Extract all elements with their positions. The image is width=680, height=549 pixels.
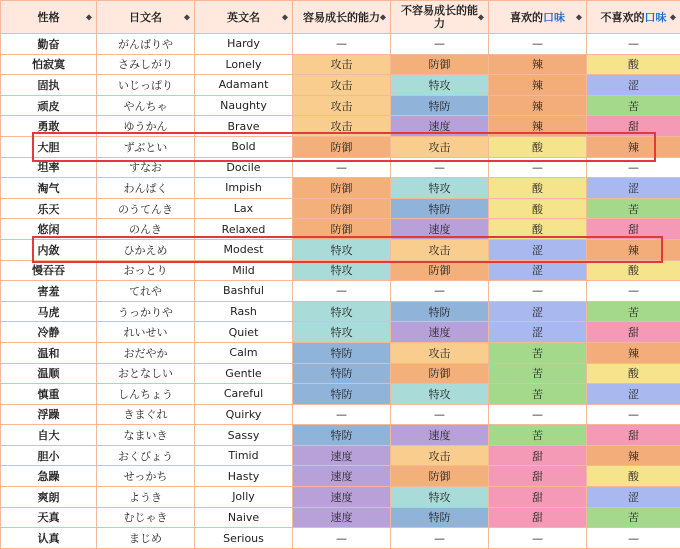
stat-down-cell: 防御 [391,260,489,281]
stat-up-cell: 防御 [293,219,391,240]
disliked-flavor-cell: — [587,34,680,55]
english-name-cell: Naive [195,507,293,528]
nature-cell: 乐天 [1,198,97,219]
liked-flavor-cell: — [489,404,587,425]
english-name-cell: Hasty [195,466,293,487]
liked-flavor-cell: 涩 [489,239,587,260]
liked-flavor-cell: — [489,34,587,55]
disliked-flavor-cell: 涩 [587,75,680,96]
japanese-name-cell: むじゃき [97,507,195,528]
japanese-name-cell: おだやか [97,342,195,363]
stat-up-cell: 特防 [293,363,391,384]
english-name-cell: Jolly [195,487,293,508]
header-stat-up[interactable]: 容易成长的能力 ◆ [293,1,391,34]
japanese-name-cell: のんき [97,219,195,240]
disliked-flavor-cell: 甜 [587,425,680,446]
english-name-cell: Adamant [195,75,293,96]
table-header-row [1,1,680,34]
stat-down-cell: 特防 [391,301,489,322]
table-row [1,445,680,466]
liked-flavor-cell: 辣 [489,54,587,75]
liked-flavor-cell: — [489,281,587,302]
nature-cell: 浮躁 [1,404,97,425]
liked-flavor-cell: 甜 [489,507,587,528]
english-name-cell: Sassy [195,425,293,446]
liked-flavor-cell: 涩 [489,301,587,322]
japanese-name-cell: すなお [97,157,195,178]
table-row [1,281,680,302]
liked-flavor-cell: 涩 [489,260,587,281]
table-row [1,198,680,219]
nature-cell: 内敛 [1,239,97,260]
japanese-name-cell: がんばりや [97,34,195,55]
disliked-flavor-cell: 苦 [587,301,680,322]
nature-cell: 天真 [1,507,97,528]
nature-cell: 爽朗 [1,487,97,508]
stat-down-cell: 防御 [391,54,489,75]
japanese-name-cell: れいせい [97,322,195,343]
japanese-name-cell: おとなしい [97,363,195,384]
liked-flavor-cell: 苦 [489,342,587,363]
japanese-name-cell: しんちょう [97,384,195,405]
liked-flavor-cell: 辣 [489,75,587,96]
sort-icon[interactable]: ◆ [86,11,92,24]
nature-cell: 怕寂寞 [1,54,97,75]
disliked-flavor-cell: 酸 [587,466,680,487]
stat-up-cell: — [293,34,391,55]
japanese-name-cell: わんぱく [97,178,195,199]
disliked-flavor-cell: 酸 [587,363,680,384]
table-row [1,384,680,405]
liked-flavor-cell: 辣 [489,95,587,116]
nature-cell: 大胆 [1,136,97,157]
disliked-flavor-cell: — [587,528,680,549]
stat-down-cell: 防御 [391,363,489,384]
header-stat-down[interactable]: 不容易成长的能力 ◆ [391,1,489,34]
table-row [1,178,680,199]
stat-down-cell: 特攻 [391,384,489,405]
table-row [1,136,680,157]
english-name-cell: Serious [195,528,293,549]
stat-up-cell: 特攻 [293,239,391,260]
english-name-cell: Naughty [195,95,293,116]
japanese-name-cell: てれや [97,281,195,302]
stat-down-cell: 特攻 [391,487,489,508]
stat-up-cell: 速度 [293,507,391,528]
english-name-cell: Docile [195,157,293,178]
japanese-name-cell: やんちゃ [97,95,195,116]
header-nature[interactable]: 性格 ◆ [1,1,97,34]
disliked-flavor-cell: 苦 [587,95,680,116]
disliked-flavor-cell: 甜 [587,322,680,343]
sort-icon[interactable]: ◆ [184,11,190,24]
liked-flavor-cell: 酸 [489,219,587,240]
stat-up-cell: 防御 [293,198,391,219]
disliked-flavor-cell: 涩 [587,178,680,199]
japanese-name-cell: おっとり [97,260,195,281]
sort-icon[interactable]: ◆ [478,11,484,24]
english-name-cell: Bold [195,136,293,157]
japanese-name-cell: おくびょう [97,445,195,466]
nature-cell: 自大 [1,425,97,446]
liked-flavor-cell: 辣 [489,116,587,137]
table-row [1,404,680,425]
english-name-cell: Careful [195,384,293,405]
japanese-name-cell: なまいき [97,425,195,446]
disliked-flavor-cell: 辣 [587,136,680,157]
english-name-cell: Mild [195,260,293,281]
nature-cell: 害羞 [1,281,97,302]
stat-up-cell: 特攻 [293,301,391,322]
stat-up-cell: 速度 [293,466,391,487]
stat-up-cell: — [293,404,391,425]
stat-down-cell: — [391,404,489,425]
japanese-name-cell: きまぐれ [97,404,195,425]
nature-cell: 淘气 [1,178,97,199]
disliked-flavor-cell: 辣 [587,239,680,260]
table-row [1,75,680,96]
stat-down-cell: 速度 [391,116,489,137]
table-row [1,157,680,178]
disliked-flavor-cell: 涩 [587,384,680,405]
liked-flavor-cell: 苦 [489,384,587,405]
stat-down-cell: 攻击 [391,136,489,157]
sort-icon[interactable]: ◆ [282,11,288,24]
table-body [1,34,680,549]
sort-icon[interactable]: ◆ [576,11,582,24]
english-name-cell: Bashful [195,281,293,302]
japanese-name-cell: まじめ [97,528,195,549]
stat-up-cell: 速度 [293,487,391,508]
stat-down-cell: 攻击 [391,239,489,260]
stat-down-cell: 速度 [391,425,489,446]
stat-down-cell: 攻击 [391,342,489,363]
stat-down-cell: 速度 [391,219,489,240]
table-row [1,34,680,55]
sort-icon[interactable]: ◆ [380,11,386,24]
liked-flavor-cell: 涩 [489,322,587,343]
table-row [1,528,680,549]
liked-flavor-cell: — [489,528,587,549]
nature-cell: 认真 [1,528,97,549]
disliked-flavor-cell: 涩 [587,487,680,508]
nature-cell: 勤奋 [1,34,97,55]
sort-icon[interactable]: ◆ [670,11,676,24]
english-name-cell: Quirky [195,404,293,425]
english-name-cell: Hardy [195,34,293,55]
table-row [1,425,680,446]
disliked-flavor-cell: 苦 [587,198,680,219]
english-name-cell: Brave [195,116,293,137]
stat-down-cell: 攻击 [391,445,489,466]
table-row [1,54,680,75]
stat-up-cell: — [293,157,391,178]
english-name-cell: Lax [195,198,293,219]
stat-up-cell: 特攻 [293,322,391,343]
table-row [1,487,680,508]
stat-down-cell: — [391,34,489,55]
japanese-name-cell: ようき [97,487,195,508]
nature-cell: 胆小 [1,445,97,466]
disliked-flavor-cell: 辣 [587,342,680,363]
header-disliked-flavor[interactable]: 不喜欢的口味 ◆ [587,1,680,34]
stat-down-cell: — [391,281,489,302]
stat-up-cell: — [293,281,391,302]
english-name-cell: Gentle [195,363,293,384]
header-liked-flavor[interactable]: 喜欢的口味 ◆ [489,1,587,34]
disliked-flavor-cell: — [587,157,680,178]
english-name-cell: Timid [195,445,293,466]
liked-flavor-cell: 甜 [489,466,587,487]
stat-down-cell: 特防 [391,198,489,219]
stat-up-cell: 攻击 [293,116,391,137]
stat-down-cell: 特防 [391,95,489,116]
table-row [1,507,680,528]
japanese-name-cell: ずぶとい [97,136,195,157]
disliked-flavor-cell: 酸 [587,54,680,75]
table-row [1,363,680,384]
table-row [1,116,680,137]
liked-flavor-cell: 甜 [489,445,587,466]
table-row [1,301,680,322]
english-name-cell: Rash [195,301,293,322]
liked-flavor-cell: 甜 [489,487,587,508]
nature-cell: 温和 [1,342,97,363]
stat-up-cell: 特防 [293,425,391,446]
nature-cell: 冷静 [1,322,97,343]
stat-down-cell: 特攻 [391,75,489,96]
nature-cell: 温顺 [1,363,97,384]
liked-flavor-cell: 酸 [489,198,587,219]
liked-flavor-cell: 酸 [489,178,587,199]
english-name-cell: Impish [195,178,293,199]
liked-flavor-cell: 酸 [489,136,587,157]
disliked-flavor-cell: 酸 [587,260,680,281]
japanese-name-cell: さみしがり [97,54,195,75]
table-row [1,239,680,260]
table-row [1,260,680,281]
disliked-flavor-cell: 辣 [587,445,680,466]
disliked-flavor-cell: — [587,281,680,302]
japanese-name-cell: うっかりや [97,301,195,322]
english-name-cell: Quiet [195,322,293,343]
table-row [1,342,680,363]
stat-down-cell: — [391,528,489,549]
stat-up-cell: 攻击 [293,95,391,116]
header-english-name[interactable]: 英文名 ◆ [195,1,293,34]
english-name-cell: Modest [195,239,293,260]
stat-down-cell: 速度 [391,322,489,343]
disliked-flavor-cell: 甜 [587,219,680,240]
english-name-cell: Calm [195,342,293,363]
stat-up-cell: 特防 [293,342,391,363]
disliked-flavor-cell: — [587,404,680,425]
japanese-name-cell: いじっぱり [97,75,195,96]
stat-up-cell: 特攻 [293,260,391,281]
liked-flavor-cell: — [489,157,587,178]
stat-down-cell: 特防 [391,507,489,528]
disliked-flavor-cell: 甜 [587,116,680,137]
nature-cell: 悠闲 [1,219,97,240]
liked-flavor-cell: 苦 [489,363,587,384]
stat-down-cell: 防御 [391,466,489,487]
table-row [1,95,680,116]
stat-up-cell: — [293,528,391,549]
nature-cell: 慢吞吞 [1,260,97,281]
disliked-flavor-cell: 苦 [587,507,680,528]
nature-cell: 马虎 [1,301,97,322]
english-name-cell: Lonely [195,54,293,75]
japanese-name-cell: ゆうかん [97,116,195,137]
stat-up-cell: 攻击 [293,75,391,96]
stat-up-cell: 攻击 [293,54,391,75]
stat-up-cell: 特防 [293,384,391,405]
liked-flavor-cell: 苦 [489,425,587,446]
japanese-name-cell: のうてんき [97,198,195,219]
stat-down-cell: — [391,157,489,178]
nature-cell: 急躁 [1,466,97,487]
english-name-cell: Relaxed [195,219,293,240]
header-japanese-name[interactable]: 日文名 ◆ [97,1,195,34]
japanese-name-cell: せっかち [97,466,195,487]
nature-cell: 坦率 [1,157,97,178]
table-row [1,322,680,343]
table-row [1,466,680,487]
nature-cell: 慎重 [1,384,97,405]
stat-up-cell: 速度 [293,445,391,466]
nature-cell: 固执 [1,75,97,96]
stat-up-cell: 防御 [293,178,391,199]
table-row [1,219,680,240]
nature-cell: 勇敢 [1,116,97,137]
nature-cell: 顽皮 [1,95,97,116]
stat-down-cell: 特攻 [391,178,489,199]
japanese-name-cell: ひかえめ [97,239,195,260]
stat-up-cell: 防御 [293,136,391,157]
